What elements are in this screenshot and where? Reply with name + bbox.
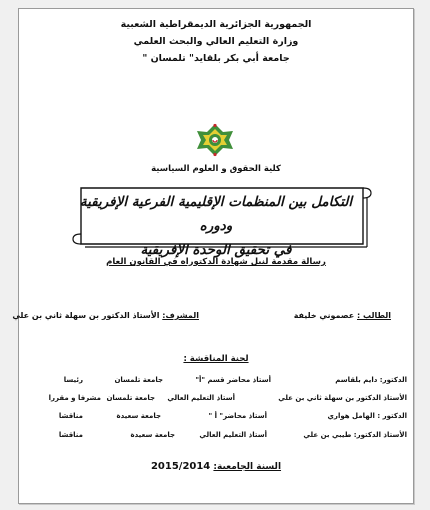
committee-member-university: جامعة سعيدة (130, 431, 175, 439)
university-logo (193, 122, 237, 158)
committee-row-university (114, 376, 163, 384)
supervisor-name: الأستاذ الدكتور بن سهلة ثاني بن علي (12, 311, 160, 320)
committee-row (328, 412, 407, 420)
thesis-subtitle: رسالة مقدمة لنيل شهادة الدكتوراه في القانون العام (106, 257, 326, 267)
committee-member-name: الدكتور: دايم بلقاسم (335, 376, 407, 384)
committee-member-rank: أستاذ محاضر قسم "أ" (195, 376, 271, 384)
header-university: جامعة أبي بكر بلقايد" تلمسان " (142, 53, 290, 64)
committee-row-rank (195, 376, 271, 384)
supervisor-block (12, 311, 199, 320)
committee-member-university: جامعة تلمسان (106, 394, 155, 402)
committee-heading: لجنة المناقشة : (183, 354, 249, 364)
committee-member-name: الأستاذ الدكتور: طيبي بن علي (303, 431, 407, 439)
student-block (294, 311, 391, 320)
committee-row (278, 394, 407, 402)
committee-row-university (130, 431, 175, 439)
thesis-title-line2: في تحقيق الوحدة الإفريقية (140, 242, 292, 258)
committee-member-university: جامعة تلمسان (114, 376, 163, 384)
committee-member-role: مشرفا و مقررا (48, 394, 101, 402)
committee-member-role: رئيسا (63, 376, 83, 384)
student-name: عصموني خليفة (293, 311, 355, 320)
committee-row-rank (199, 431, 267, 439)
thesis-title-line1: التكامل بين المنظمات الإقليمية الفرعية الإفريقية ودوره (79, 194, 353, 234)
header-country: الجمهورية الجزائرية الديمقراطية الشعبية (120, 19, 312, 30)
thesis-title (71, 190, 361, 262)
faculty-name: كلية الحقوق و العلوم السياسية (151, 164, 281, 174)
committee-member-name: الأستاذ الدكتور بن سهلة ثاني بن علي (278, 394, 407, 402)
academic-year (19, 461, 413, 472)
committee-member-rank: أستاذ التعليم العالي (199, 431, 267, 439)
committee-row-role (59, 431, 83, 439)
document-page (12, 8, 414, 504)
committee-row-role (49, 394, 101, 402)
committee-member-rank: أستاذ التعليم العالي (167, 394, 235, 402)
header-ministry: وزارة التعليم العالي والبحث العلمي (133, 36, 299, 47)
committee-row (303, 431, 407, 439)
committee-row-role (64, 376, 83, 384)
committee-row (335, 376, 407, 384)
student-label: الطالب : (357, 311, 391, 320)
committee-row-role (59, 412, 83, 420)
committee-row-rank (167, 394, 235, 402)
committee-row-university (116, 412, 161, 420)
supervisor-label: المشرف: (162, 311, 199, 320)
academic-year-label: السنة الجامعية: (213, 462, 282, 472)
committee-member-role: مناقشا (58, 412, 83, 420)
committee-row-rank (209, 412, 268, 420)
committee-row-university (106, 394, 155, 402)
committee-member-role: مناقشا (58, 431, 83, 439)
committee-member-rank: أستاذ محاضر" أ " (208, 412, 267, 420)
committee-member-university: جامعة سعيدة (116, 412, 161, 420)
academic-year-value: 2015/2014 (150, 461, 211, 472)
committee-member-name: الدكتور : الهامل هواري (327, 412, 407, 420)
